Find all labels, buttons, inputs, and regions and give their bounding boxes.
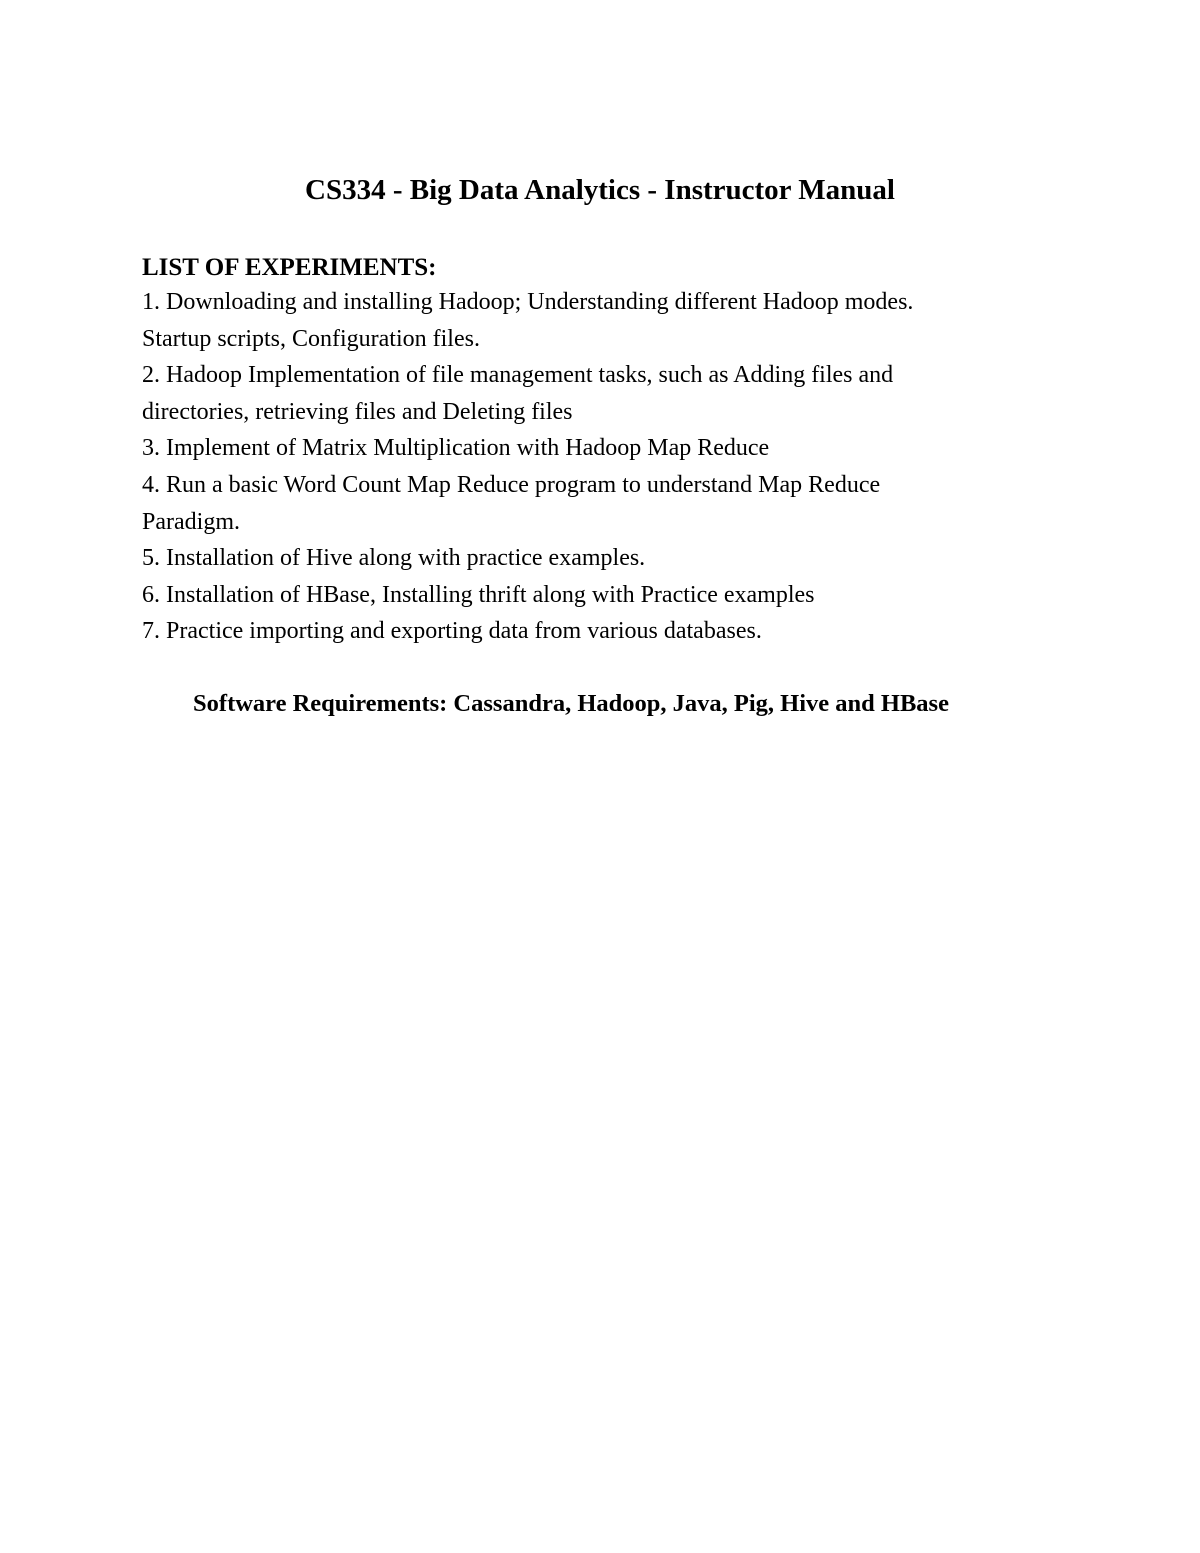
experiment-line: 2. Hadoop Implementation of file management tasks, such as Adding files and (142, 362, 894, 389)
experiment-line: 4. Run a basic Word Count Map Reduce program to understand Map Reduce (142, 471, 881, 498)
experiment-line: 6. Installation of HBase, Installing thrift along with Practice examples (142, 581, 815, 608)
experiments-heading: LIST OF EXPERIMENTS: (142, 254, 437, 281)
software-requirements: Software Requirements: Cassandra, Hadoop, Java, Pig, Hive and HBase (193, 690, 949, 717)
experiment-line: 3. Implement of Matrix Multiplication with Hadoop Map Reduce (142, 435, 770, 462)
page-title: CS334 - Big Data Analytics - Instructor Manual (305, 174, 895, 206)
experiment-list (142, 284, 1042, 650)
experiment-line: directories, retrieving files and Deleting files (142, 398, 573, 425)
experiment-line: 5. Installation of Hive along with practice examples. (142, 545, 646, 572)
experiment-line: 1. Downloading and installing Hadoop; Understanding different Hadoop modes. (142, 289, 914, 315)
experiment-line: Paradigm. (142, 508, 240, 535)
experiment-line: 7. Practice importing and exporting data from various databases. (142, 618, 762, 645)
experiment-line: Startup scripts, Configuration files. (142, 325, 480, 352)
